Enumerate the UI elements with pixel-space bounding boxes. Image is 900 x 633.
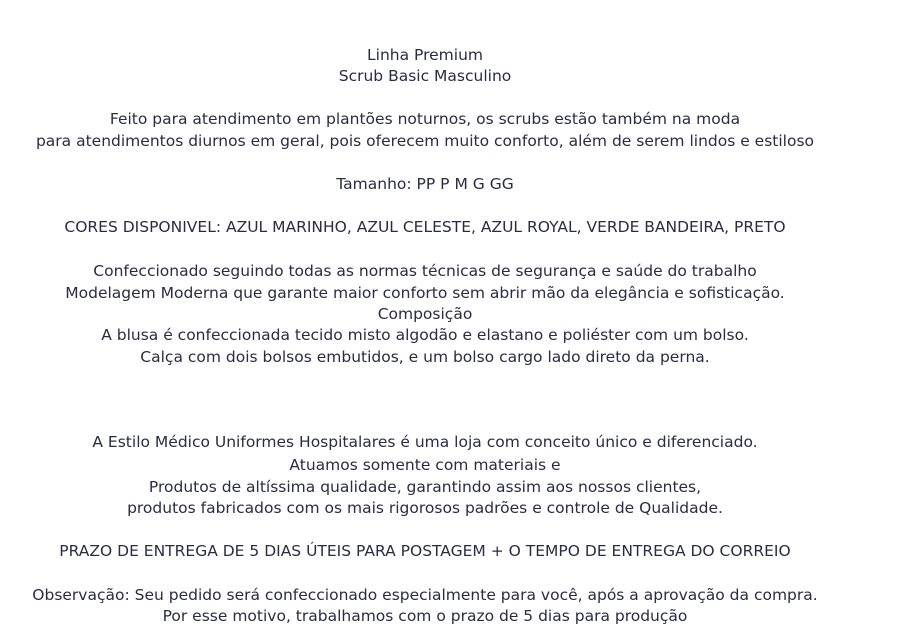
details-line-3: A blusa é confeccionada tecido misto algodão e elastano e poliéster com um bolso. [101,326,749,344]
product-line-label: Linha Premium [367,46,483,64]
about-line-4: produtos fabricados com os mais rigorosos padrões e controle de Qualidade. [127,499,723,517]
colors-text: CORES DISPONIVEL: AZUL MARINHO, AZUL CELESTE, AZUL ROYAL, VERDE BANDEIRA, PRETO [64,218,786,236]
details-line-1: Confeccionado seguindo todas as normas técnicas de segurança e saúde do trabalho [93,262,757,280]
product-title: Scrub Basic Masculino [338,67,512,85]
note-line-1: Observação: Seu pedido será confeccionado especialmente para você, após a aprovação da compra. [32,586,818,604]
composition-title: Composição [377,305,473,323]
about-line-1: A Estilo Médico Uniformes Hospitalares é uma loja com conceito único e diferenciado. [92,433,758,451]
note-line-2: Por esse motivo, trabalhamos com o prazo de 5 dias para produção [162,607,688,625]
details-line-2: Modelagem Moderna que garante maior conforto sem abrir mão da elegância e sofisticação. [65,284,785,302]
intro-text-line-2: para atendimentos diurnos em geral, pois oferecem muito conforto, além de serem lindos e estiloso [35,132,815,150]
about-line-3: Produtos de altíssima qualidade, garantindo assim aos nossos clientes, [148,478,702,496]
delivery-text: PRAZO DE ENTREGA DE 5 DIAS ÚTEIS PARA POSTAGEM + O TEMPO DE ENTREGA DO CORREIO [59,542,791,560]
intro-text-line-1: Feito para atendimento em plantões noturnos, os scrubs estão também na moda [109,110,741,128]
sizes-text: Tamanho: PP P M G GG [336,175,514,193]
details-line-4: Calça com dois bolsos embutidos, e um bolso cargo lado direto da perna. [140,348,710,366]
about-line-2: Atuamos somente com materiais e [289,456,561,474]
